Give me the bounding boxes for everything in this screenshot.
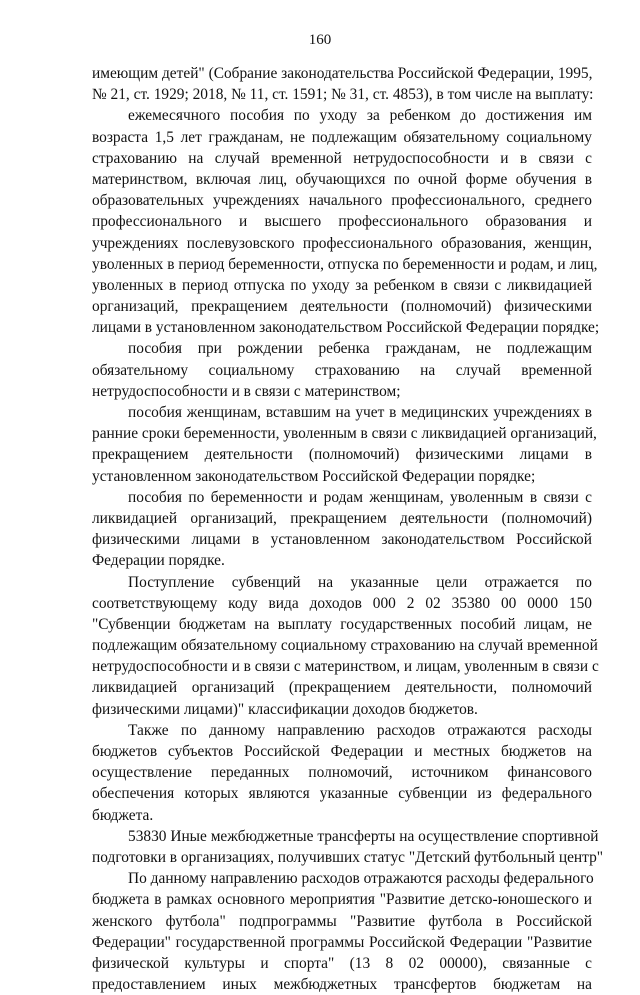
paragraph	[92, 868, 592, 995]
paragraph	[92, 826, 604, 868]
text-line: осуществление переданных полномочий, источником финансового	[92, 764, 592, 782]
text-line: образовательных учреждениях начального профессионального, среднего	[92, 192, 592, 210]
text-line: ликвидацией организаций, прекращением деятельности (полномочий)	[92, 509, 592, 527]
text-line: ранние сроки беременности, уволенным в связи с ликвидацией организаций,	[92, 425, 597, 443]
text-line: Федерации порядке.	[92, 552, 225, 570]
text-line: подготовки в организациях, получивших статус "Детский футбольный центр"	[92, 848, 604, 866]
text-line: установленном законодательством Российской Федерации порядке;	[92, 467, 536, 485]
paragraph	[92, 487, 592, 572]
paragraph	[92, 402, 597, 487]
text-line: прекращением деятельности (полномочий) физическими лицами в	[92, 446, 592, 464]
text-line: женского футбола" подпрограммы "Развитие футбола в Российской	[92, 912, 592, 930]
text-line: пособия при рождении ребенка гражданам, не подлежащим	[128, 340, 592, 358]
paragraph	[92, 720, 592, 826]
text-line: обеспечения которых являются указанные субвенции из федерального	[92, 785, 592, 803]
text-line: профессионального и высшего профессионального образования и	[92, 213, 592, 231]
text-line: № 21, ст. 1929; 2018, № 11, ст. 1591; № 31, ст. 4853), в том числе на выплату:	[92, 86, 594, 104]
text-line: физической культуры и спорта" (13 8 02 00000), связанные с	[92, 954, 592, 972]
text-line: соответствующему коду вида доходов 000 2 02 35380 00 0000 150	[92, 594, 592, 612]
text-line: По данному направлению расходов отражаются расходы федерального	[128, 870, 594, 888]
text-line: материнством, включая лиц, обучающихся по очной форме обучения в	[92, 170, 592, 188]
text-line: страхованию на случай временной нетрудоспособности и в связи с	[92, 149, 592, 167]
paragraph	[92, 105, 600, 338]
text-line: бюджета.	[92, 806, 154, 824]
text-line: имеющим детей" (Собрание законодательства Российской Федерации, 1995,	[92, 65, 593, 82]
text-line: "Субвенции бюджетам на выплату государственных пособий лицам, не	[92, 615, 592, 633]
text-line: лицами в установленном законодательством Российской Федерации порядке;	[92, 319, 600, 337]
paragraph	[92, 63, 592, 105]
text-line: пособия по беременности и родам женщинам, уволенным в связи с	[128, 488, 592, 506]
text-line: обязательному социальному страхованию на случай временной	[92, 361, 592, 379]
text-line: уволенных в период беременности, отпуска по беременности и родам, и лиц,	[92, 255, 598, 273]
text-line: нетрудоспособности и в связи с материнством;	[92, 382, 401, 400]
text-line: бюджета в рамках основного мероприятия "Развитие детско-юношеского и	[92, 891, 592, 909]
page-number: 160	[308, 32, 332, 48]
text-line: бюджетов субъектов Российской Федерации и местных бюджетов на	[92, 743, 592, 760]
text-line: предоставлением иных межбюджетных трансфертов бюджетам на	[92, 976, 592, 994]
text-line: физическими лицами в установленном законодательством Российской	[92, 531, 592, 549]
text-line: ликвидацией организаций (прекращением деятельности, полномочий	[92, 679, 592, 697]
text-line: подлежащим обязательному социальному страхованию на случай временной	[92, 637, 598, 655]
text-line: Также по данному направлению расходов отражаются расходы	[128, 721, 592, 739]
text-line: учреждениях послевузовского профессионального образования, женщин,	[92, 234, 592, 252]
paragraph	[92, 338, 592, 402]
text-line: уволенных в период отпуска по уходу за ребенком в связи с ликвидацией	[92, 276, 592, 294]
text-line: Поступление субвенций на указанные цели отражается по	[128, 573, 592, 591]
text-line: возраста 1,5 лет гражданам, не подлежащим обязательному социальному	[92, 128, 592, 146]
text-line: организаций, прекращением деятельности (полномочий) физическими	[92, 298, 592, 316]
paragraph	[92, 572, 599, 720]
document-body	[92, 63, 604, 995]
text-line: нетрудоспособности и в связи с материнством, и лицам, уволенным в связи с	[92, 658, 599, 676]
text-line: физическими лицами)" классификации доходов бюджетов.	[92, 700, 478, 718]
text-line: ежемесячного пособия по уходу за ребенком до достижения им	[128, 107, 592, 125]
text-line: Федерации" государственной программы Российской Федерации "Развитие	[92, 933, 592, 951]
text-line: 53830 Иные межбюджетные трансферты на осуществление спортивной	[128, 827, 599, 845]
text-line: пособия женщинам, вставшим на учет в медицинских учреждениях в	[128, 404, 592, 421]
